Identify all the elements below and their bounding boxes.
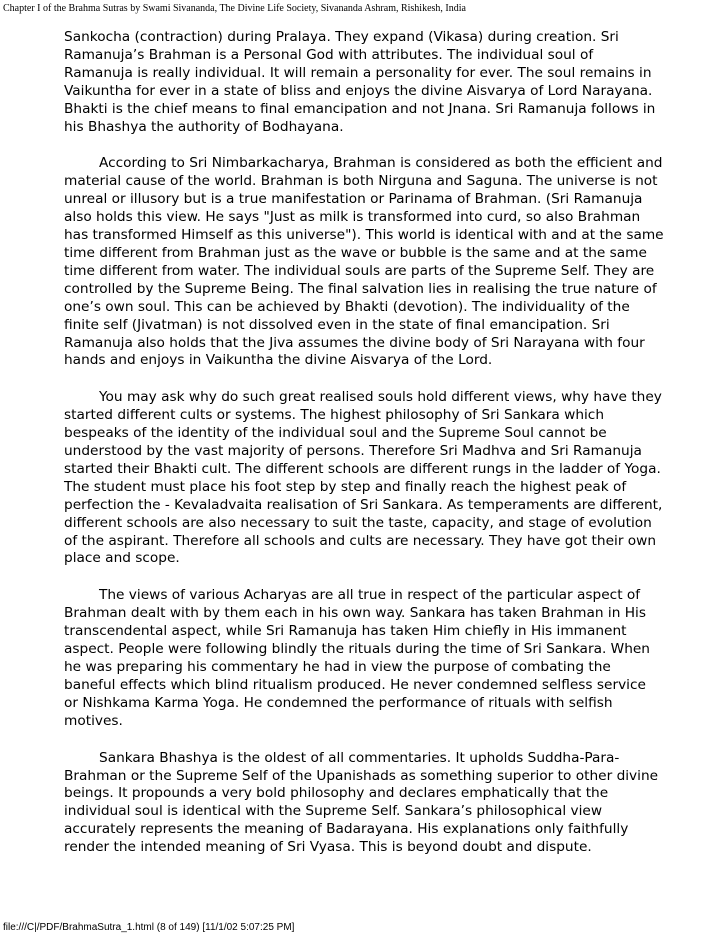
- document-body: [64, 29, 664, 876]
- paragraph-sankara-bhashya: Sankara Bhashya is the oldest of all commentaries. It upholds Suddha-Para-Brahman or the Supreme Self of the Upanishads as something superior to other divine beings. It propounds a very bold philosophy and declares emphatically that the individual soul is identical with the Supreme Self. Sankara’s philosophical view accurately represents the meaning of Badarayana. His explanations only faithfully render the intended meaning of Sri Vyasa. This is beyond doubt and dispute.: [64, 749, 659, 856]
- page-header: Chapter I of the Brahma Sutras by Swami Sivananda, The Divine Life Society, Sivananda Ashram, Rishikesh, India: [3, 3, 466, 14]
- paragraph-ramanuja-continuation: Sankocha (contraction) during Pralaya. They expand (Vikasa) during creation. Sri Ramanuja’s Brahman is a Personal God with attributes. The individual soul of Ramanuja is really individual. It will remain a personality for ever. The soul remains in Vaikuntha for ever in a state of bliss and enjoys the divine Aisvarya of Lord Narayana. Bhakti is the chief means to final emancipation and not Jnana. Sri Ramanuja follows in his Bhashya the authority of Bodhayana.: [64, 29, 656, 135]
- paragraph-acharyas-views: The views of various Acharyas are all true in respect of the particular aspect of Brahman dealt with by them each in his own way. Sankara has taken Brahman in His transcendental aspect, while Sri Ramanuja has taken Him chiefly in His immanent aspect. People were following blindly the rituals during the time of Sri Sankara. When he was preparing his commentary he had in view the purpose of combating the baneful effects which blind ritualism produced. He never condemned selfless service or Nishkama Karma Yoga. He condemned the performance of rituals with selfish motives.: [64, 587, 650, 729]
- paragraph-different-views: You may ask why do such great realised souls hold different views, why have they started different cults or systems. The highest philosophy of Sri Sankara which bespeaks of the identity of the individual soul and the Supreme Soul cannot be understood by the vast majority of persons. Therefore Sri Madhva and Sri Ramanuja started their Bhakti cult. The different schools are different rungs in the ladder of Yoga. The student must place his foot step by step and finally reach the highest peak of perfection the - Kevaladvaita realisation of Sri Sankara. As temperaments are different, different schools are also necessary to suit the taste, capacity, and stage of evolution of the aspirant. Therefore all schools and cults are necessary. They have got their own place and scope.: [64, 389, 663, 567]
- page-footer: file:///C|/PDF/BrahmaSutra_1.html (8 of 149) [11/1/02 5:07:25 PM]: [3, 922, 295, 933]
- paragraph-nimbarkacharya: According to Sri Nimbarkacharya, Brahman is considered as both the efficient and material cause of the world. Brahman is both Nirguna and Saguna. The universe is not unreal or illusory but is a true manifestation or Parinama of Brahman. (Sri Ramanuja also holds this view. He says "Just as milk is transformed into curd, so also Brahman has transformed Himself as this universe"). This world is identical with and at the same time different from Brahman just as the wave or bubble is the same and at the same time different from water. The individual souls are parts of the Supreme Self. They are controlled by the Supreme Being. The final salvation lies in realising the true nature of one’s own soul. This can be achieved by Bhakti (devotion). The individuality of the finite self (Jivatman) is not dissolved even in the state of final emancipation. Sri Ramanuja also holds that the Jiva assumes the divine body of Sri Narayana with four hands and enjoys in Vaikuntha the divine Aisvarya of the Lord.: [64, 155, 664, 369]
